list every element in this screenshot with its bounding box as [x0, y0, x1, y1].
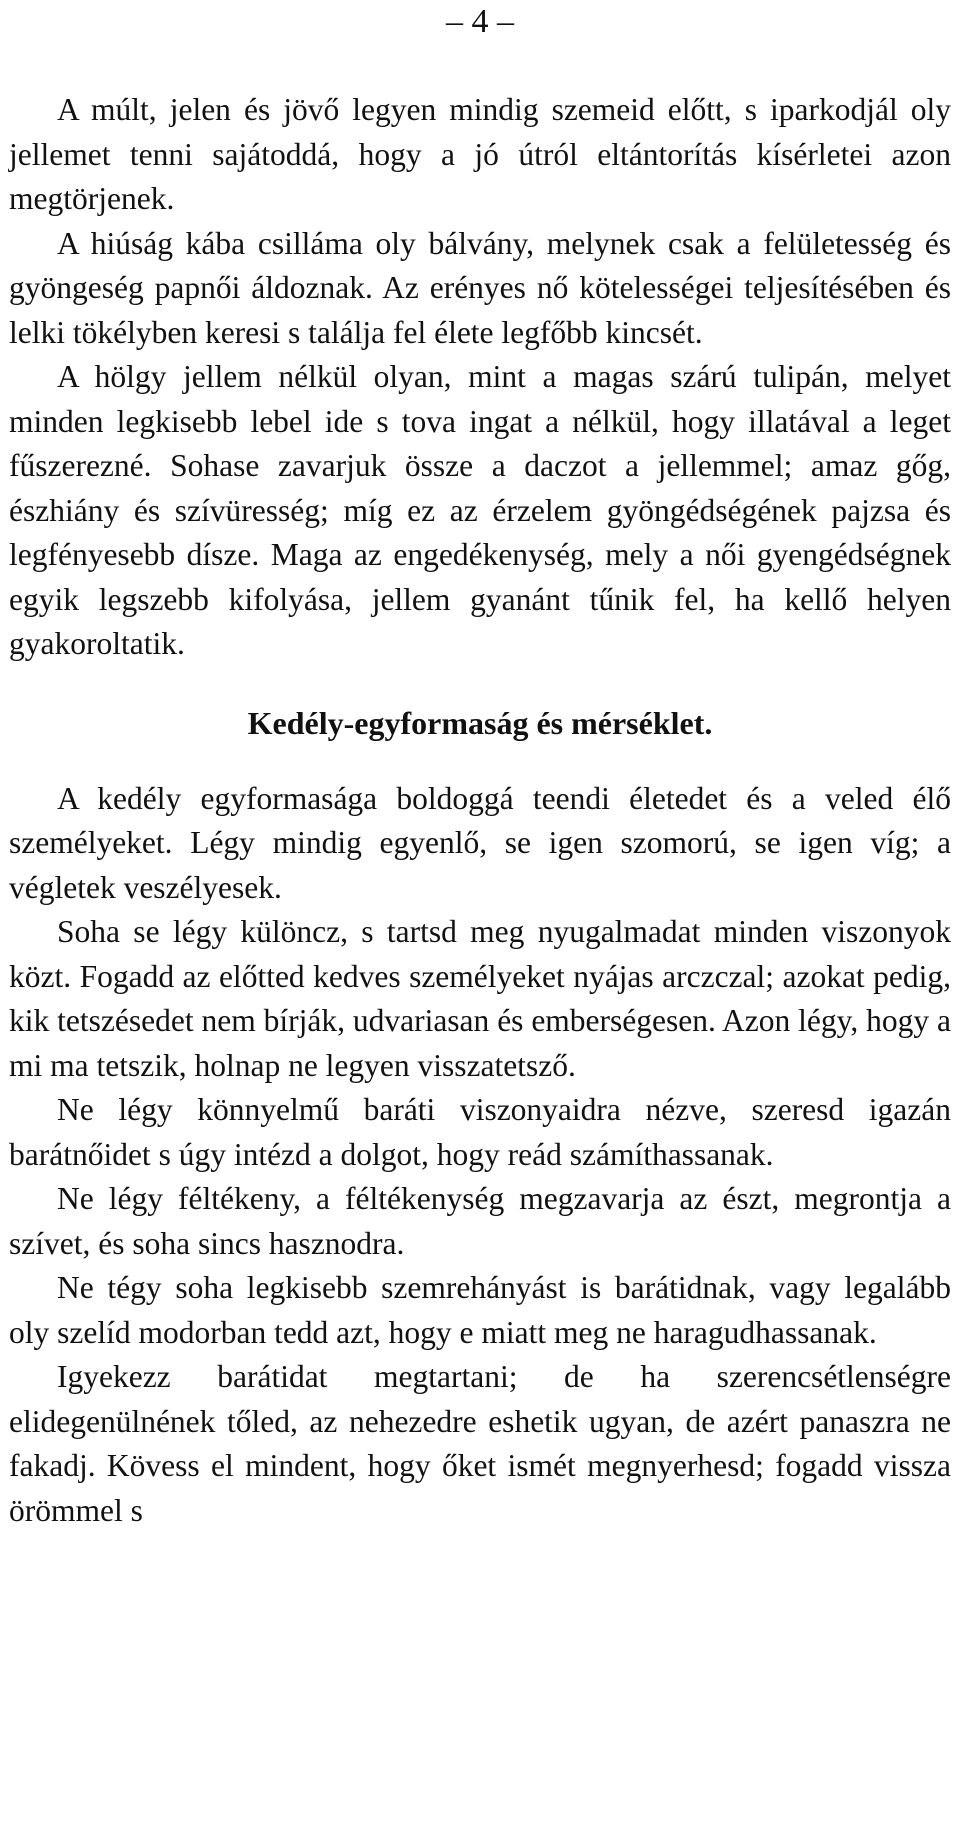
paragraph-7: Ne légy féltékeny, a féltékenység megzavarja az észt, megrontja a szívet, és soha sincs hasznodra. — [9, 1181, 951, 1261]
paragraph-5: Soha se légy különcz, s tartsd meg nyugalmadat minden viszonyok közt. Fogadd az előtted kedves személyeket nyájas arczczal; azokat pedig, kik tetszésedet nem bírják, udvariasan és emberségesen. Azon légy, hogy a mi ma tetszik, holnap ne legyen visszatetsző. — [9, 914, 951, 1083]
page-number: – 4 – — [446, 3, 514, 40]
paragraph-9: Igyekezz barátidat megtartani; de ha szerencsétlenségre elidegenülnének tőled, az nehezedre eshetik ugyan, de azért panaszra ne fakadj. Kövess el mindent, hogy őket ismét megnyerhesd; fogadd vissza örömmel s — [9, 1359, 951, 1528]
document-page — [9, 0, 951, 1533]
paragraph-8: Ne tégy soha legkisebb szemrehányást is barátidnak, vagy legalább oly szelíd modorban tedd azt, hogy e miatt meg ne haragudhassanak. — [9, 1270, 951, 1350]
paragraph-4: A kedély egyformasága boldoggá teendi életedet és a veled élő személyeket. Légy mindig egyenlő, se igen szomorú, se igen víg; a végletek veszélyesek. — [9, 780, 951, 905]
paragraph-3: A hölgy jellem nélkül olyan, mint a magas szárú tulipán, melyet minden legkisebb lebel ide s tova ingat a nélkül, hogy illatával a leget fűszerezné. Sohase zavarjuk össze a daczot a jellemmel; amaz gőg, észhiány és szívüresség; míg ez az érzelem gyöngédségének pajzsa és legfényesebb dísze. Maga az engedékenység, mely a női gyengédségnek egyik legszebb kifolyása, jellem gyanánt tűnik fel, ha kellő helyen gyakoroltatik. — [9, 359, 951, 661]
paragraph-2: A hiúság kába csilláma oly bálvány, melynek csak a felületesség és gyöngeség papnői áldoznak. Az erényes nő kötelességei teljesítésében és lelki tökélyben keresi s találja fel élete legfőbb kincsét. — [9, 225, 951, 350]
paragraph-6: Ne légy könnyelmű baráti viszonyaidra nézve, szeresd igazán barátnőidet s úgy intézd a dolgot, hogy reád számíthassanak. — [9, 1092, 951, 1172]
section-heading: Kedély-egyformaság és mérséklet. — [247, 704, 713, 741]
paragraph-1: A múlt, jelen és jövő legyen mindig szemeid előtt, s iparkodjál oly jellemet tenni sajátoddá, hogy a jó útról eltántorítás kísérletei azon megtörjenek. — [9, 92, 951, 216]
